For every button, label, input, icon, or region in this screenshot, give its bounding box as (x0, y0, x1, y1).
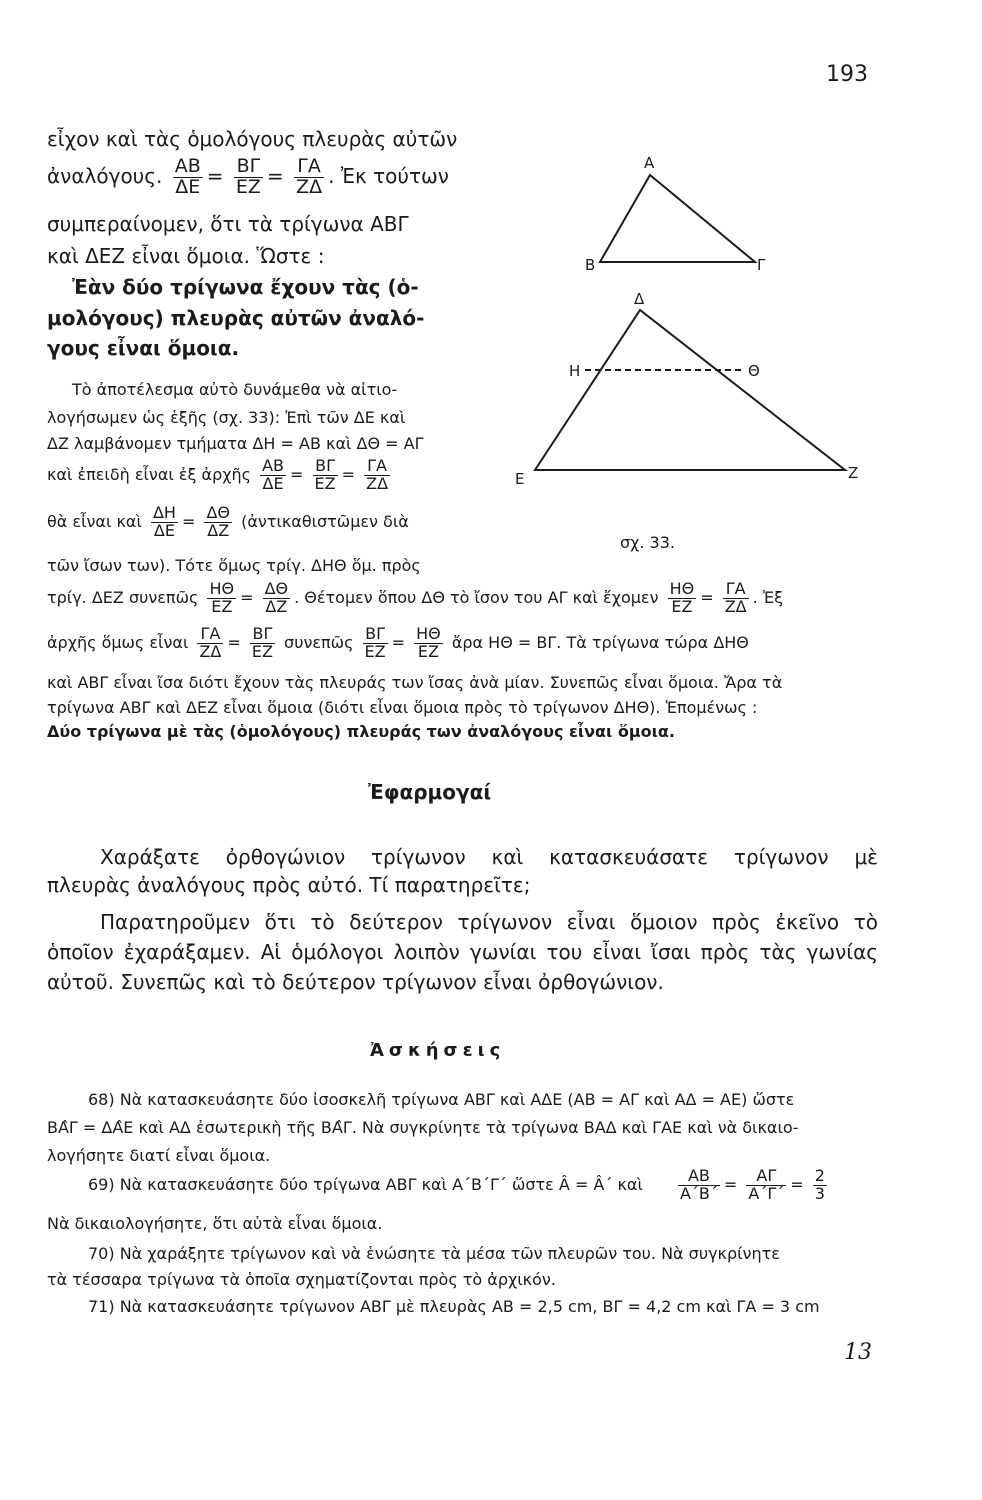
fraction: $\frac{AB}{\Delta E}$ (262, 456, 285, 493)
answer-line3: αὐτοῦ. Συνεπῶς καὶ τὸ δεύτερον τρίγωνον εἶναι ὀρθογώνιον. (47, 970, 664, 994)
fraction-bg-ez: $\frac{B\Gamma}{EZ}$ (235, 155, 261, 198)
label-d: Δ (634, 290, 645, 308)
theorem-line1: Ἐὰν δύο τρίγωνα ἔχουν τὰς (ὁ- (72, 275, 419, 299)
fraction: $\frac{\Gamma A}{Z\Delta}$ (724, 579, 747, 616)
proof-conclusion: Δύο τρίγωνα μὲ τὰς (ὁμολόγους) πλευράς των ἀναλόγους εἶναι ὅμοια. (47, 722, 675, 741)
label-z: Ζ (848, 464, 859, 482)
exercises-heading: Ἀσκήσεις (370, 1040, 506, 1061)
label-e: Ε (515, 470, 525, 488)
proof-line8: ἀρχῆς ὅμως εἶναι $\frac{\Gamma A}{Z\Delta}$ = $\frac{B\Gamma}{EZ}$ συνεπῶς $\frac{B\Gamma}{EZ}$ = $\frac{H\Theta}{EZ}$ ἄρα ΗΘ = ΒΓ. Τὰ τρίγωνα τώρα ΔΗΘ (47, 624, 749, 661)
label-g: Γ (757, 256, 766, 274)
exercise-69-line2: Νὰ δικαιολογήσητε, ὅτι αὐτὰ εἶναι ὅμοια. (47, 1214, 383, 1233)
triangle-abg (600, 175, 755, 262)
exercise-71-line1: 71) Νὰ κατασκευάσητε τρίγωνον ΑΒΓ μὲ πλευρὰς ΑΒ = 2,5 cm, ΒΓ = 4,2 cm καὶ ΓΑ = 3 cm (88, 1297, 820, 1316)
label-th: Θ (748, 362, 760, 380)
fraction: $\frac{A\Gamma}{A΄\Gamma΄}$ (748, 1166, 785, 1203)
proof-line4: καὶ ἐπειδὴ εἶναι ἐξ ἀρχῆς $\frac{AB}{\Delta E}$ = $\frac{B\Gamma}{EZ}$ = $\frac{\Gamma A}{Z\Delta}$ (47, 456, 389, 493)
theorem-line2: μολόγους) πλευρὰς αὐτῶν ἀναλό- (47, 306, 425, 330)
page-number: 193 (826, 62, 868, 87)
fraction: $\frac{H\Theta}{EZ}$ (416, 624, 441, 661)
signature-mark: 13 (844, 1340, 872, 1365)
figure-caption: σχ. 33. (620, 533, 675, 552)
exercise-68-line2: ΒΑ̂Γ = ΔΑ̂Ε καὶ ΑΔ ἐσωτερικὴ τῆς ΒΑ̂Γ. Νὰ συγκρίνητε τὰ τρίγωνα ΒΑΔ καὶ ΓΑΕ καὶ νὰ δικαιο- (47, 1118, 799, 1137)
fraction: $\frac{B\Gamma}{EZ}$ (314, 456, 336, 493)
applications-heading: Ἐφαρμογαί (368, 780, 492, 804)
proof-line9: καὶ ΑΒΓ εἶναι ἴσα διότι ἔχουν τὰς πλευράς των ἴσας ἀνὰ μίαν. Συνεπῶς εἶναι ὅμοια. Ἄρα τὰ (47, 673, 783, 692)
fraction: $\frac{\Gamma A}{Z\Delta}$ (199, 624, 222, 661)
exercise-70-line2: τὰ τέσσαρα τρίγωνα τὰ ὁποῖα σχηματίζονται πρὸς τὸ ἀρχικόν. (47, 1270, 556, 1289)
figure-33-triangles (505, 150, 875, 490)
exercise-69-line1: 69) Νὰ κατασκευάσητε δύο τρίγωνα ΑΒΓ καὶ Α΄Β΄Γ΄ ὥστε Â = Â΄ καὶ $\frac{AB}{A΄B΄}$ = $\frac{A\Gamma}{A΄\Gamma΄}$ = $\frac{2}{3}$ (88, 1166, 825, 1203)
triangle-dez (535, 310, 845, 470)
proof-line3: ΔΖ λαμβάνομεν τμήματα ΔΗ = ΑΒ καὶ ΔΘ = ΑΓ (47, 434, 424, 453)
exercise-68-line3: λογήσητε διατί εἶναι ὅμοια. (47, 1146, 271, 1165)
fraction: $\frac{\Delta\Theta}{\Delta Z}$ (206, 503, 230, 540)
fraction-ab-de: $\frac{AB}{\Delta E}$ (174, 155, 201, 198)
label-b: Β (585, 256, 596, 274)
proof-line5: θὰ εἶναι καὶ $\frac{\Delta H}{\Delta E}$ = $\frac{\Delta\Theta}{\Delta Z}$ (ἀντικαθιστῶμεν διὰ (47, 503, 409, 540)
fraction: $\frac{\Delta H}{\Delta E}$ (152, 503, 176, 540)
fraction: $\frac{2}{3}$ (814, 1166, 825, 1203)
fraction: $\frac{H\Theta}{EZ}$ (209, 579, 235, 616)
para1-line4: καὶ ΔΕΖ εἶναι ὅμοια. Ὥστε : (47, 244, 325, 268)
label-h: Η (569, 362, 581, 380)
para1-line1: εἶχον καὶ τὰς ὁμολόγους πλευρὰς αὐτῶν (47, 127, 458, 151)
para1-line3: συμπεραίνομεν, ὅτι τὰ τρίγωνα ΑΒΓ (47, 212, 409, 236)
proof-line7: τρίγ. ΔΕΖ συνεπῶς $\frac{H\Theta}{EZ}$ = $\frac{\Delta\Theta}{\Delta Z}$ . Θέτομεν ὅπου ΔΘ τὸ ἴσον του ΑΓ καὶ ἔχομεν $\frac{H\Theta}{EZ}$ = $\frac{\Gamma A}{Z\Delta}$ . Ἐξ (47, 579, 784, 616)
theorem-line3: γους εἶναι ὅμοια. (47, 336, 240, 360)
fraction: $\frac{\Gamma A}{Z\Delta}$ (366, 456, 389, 493)
fraction: $\frac{B\Gamma}{EZ}$ (364, 624, 386, 661)
answer-line2: ὁποῖον ἐχαράξαμεν. Αἱ ὁμόλογοι λοιπὸν γωνίαι του εἶναι ἴσαι πρὸς τὰς γωνίας (47, 940, 878, 964)
question-line1: Χαράξατε ὀρθογώνιον τρίγωνον καὶ κατασκευάσατε τρίγωνον μὲ (100, 845, 878, 869)
para1-line2: ἀναλόγους. $\frac{AB}{\Delta E}$ = $\frac{B\Gamma}{EZ}$ = $\frac{\Gamma A}{Z\Delta}$ . Ἐκ τούτων (47, 155, 449, 198)
label-a: Α (644, 154, 655, 172)
proof-line2: λογήσωμεν ὡς ἑξῆς (σχ. 33): Ἐπὶ τῶν ΔΕ καὶ (47, 408, 406, 427)
fraction-ga-zd: $\frac{\Gamma A}{Z\Delta}$ (296, 155, 323, 198)
proof-line1: Τὸ ἀποτέλεσμα αὐτὸ δυνάμεθα νὰ αἰτιο- (72, 380, 398, 399)
exercise-68-line1: 68) Νὰ κατασκευάσητε δύο ἰσοσκελῆ τρίγωνα ΑΒΓ καὶ ΑΔΕ (ΑΒ = ΑΓ καὶ ΑΔ = ΑΕ) ὥστε (88, 1090, 795, 1109)
exercise-70-line1: 70) Νὰ χαράξητε τρίγωνον καὶ νὰ ἑνώσητε τὰ μέσα τῶν πλευρῶν του. Νὰ συγκρίνητε (88, 1244, 780, 1263)
answer-line1: Παρατηροῦμεν ὅτι τὸ δεύτερον τρίγωνον εἶναι ὅμοιον πρὸς ἐκεῖνο τὸ (100, 910, 878, 934)
question-line2: πλευρὰς ἀναλόγους πρὸς αὐτό. Τί παρατηρεῖτε; (47, 873, 531, 897)
fraction: $\frac{B\Gamma}{EZ}$ (251, 624, 273, 661)
proof-line6: τῶν ἴσων των). Τότε ὅμως τρίγ. ΔΗΘ ὅμ. πρὸς (47, 556, 421, 575)
proof-line10: τρίγωνα ΑΒΓ καὶ ΔΕΖ εἶναι ὅμοια (διότι εἶναι ὅμοια πρὸς τὸ τρίγωνον ΔΗΘ). Ἑπομένως : (47, 698, 758, 717)
fraction: $\frac{\Delta\Theta}{\Delta Z}$ (264, 579, 289, 616)
fraction: $\frac{H\Theta}{EZ}$ (669, 579, 695, 616)
fraction: $\frac{AB}{A΄B΄}$ (679, 1166, 718, 1203)
